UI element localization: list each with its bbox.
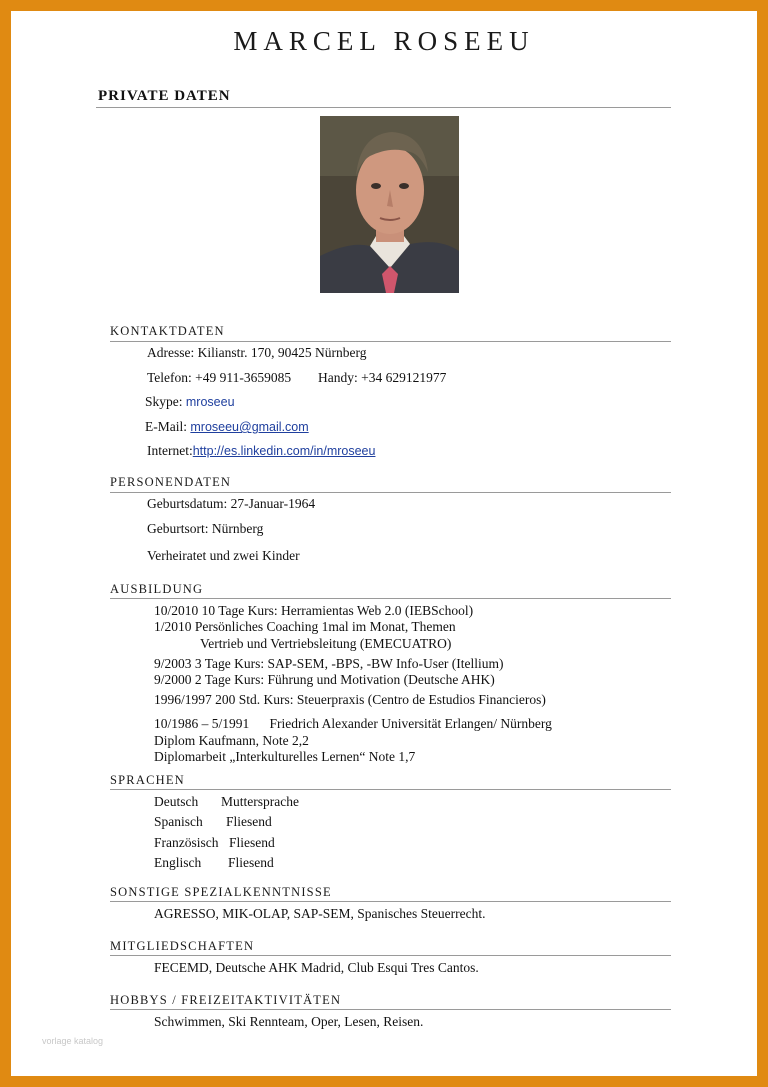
family-line: Verheiratet und zwei Kinder — [147, 548, 300, 563]
section-title-spezial: SONSTIGE SPEZIALKENNTNISSE — [110, 885, 332, 899]
profile-photo — [320, 116, 459, 293]
section-title-ausbildung: AUSBILDUNG — [110, 582, 204, 596]
language-name: Spanisch — [154, 814, 203, 829]
education-line: Diplomarbeit „Interkulturelles Lernen“ Note 1,7 — [154, 749, 416, 764]
section-title-personen: PERSONENDATEN — [110, 475, 232, 489]
section-title-hobbys: HOBBYS / FREIZEITAKTIVITÄTEN — [110, 993, 342, 1007]
education-line: 1/2010 Persönliches Coaching 1mal im Monat, Themen — [154, 619, 456, 634]
section-divider — [110, 901, 671, 902]
education-line: 1996/1997 200 Std. Kurs: Steuerpraxis (Centro de Estudios Financieros) — [154, 692, 546, 707]
language-name: Deutsch — [154, 794, 199, 809]
main-heading-divider — [96, 107, 671, 108]
education-line: Diplom Kaufmann, Note 2,2 — [154, 733, 309, 748]
skype-line — [145, 394, 235, 410]
language-name: Französisch — [154, 835, 219, 850]
section-divider — [110, 341, 671, 342]
memberships-line: FECEMD, Deutsche AHK Madrid, Club Esqui Tres Cantos. — [154, 960, 479, 975]
education-line: 9/2003 3 Tage Kurs: SAP-SEM, -BPS, -BW Info-User (Itellium) — [154, 656, 504, 671]
education-line: Vertrieb und Vertriebsleitung (EMECUATRO) — [200, 636, 452, 651]
main-heading: PRIVATE DATEN — [98, 88, 231, 104]
section-title-kontakt: KONTAKTDATEN — [110, 324, 225, 338]
language-level: Fliesend — [229, 835, 275, 850]
language-level: Muttersprache — [221, 794, 299, 809]
linkedin-link[interactable]: http://es.linkedin.com/in/mroseeu — [192, 444, 376, 458]
section-title-mitglied: MITGLIEDSCHAFTEN — [110, 939, 255, 953]
internet-line — [147, 443, 375, 459]
section-divider — [110, 789, 671, 790]
email-line — [145, 419, 309, 435]
watermark: vorlage katalog — [42, 1036, 104, 1046]
address-line: Adresse: Kilianstr. 170, 90425 Nürnberg — [147, 345, 367, 360]
mobile-line: Handy: +34 629121977 — [318, 370, 447, 385]
education-line: 10/1986 – 5/1991 Friedrich Alexander Universität Erlangen/ Nürnberg — [154, 716, 552, 731]
section-divider — [110, 492, 671, 493]
section-divider — [110, 1009, 671, 1010]
language-level: Fliesend — [226, 814, 272, 829]
education-line: 9/2000 2 Tage Kurs: Führung und Motivation (Deutsche AHK) — [154, 672, 495, 687]
skills-line: AGRESSO, MIK-OLAP, SAP-SEM, Spanisches Steuerrecht. — [154, 906, 486, 921]
language-level: Fliesend — [228, 855, 274, 870]
section-divider — [110, 955, 671, 956]
birthdate-line: Geburtsdatum: 27-Januar-1964 — [147, 496, 316, 511]
cv-name: MARCEL ROSEEU — [233, 26, 535, 56]
language-name: Englisch — [154, 855, 202, 870]
section-title-sprachen: SPRACHEN — [110, 773, 185, 787]
phone-line: Telefon: +49 911-3659085 — [147, 370, 292, 385]
birthplace-line: Geburtsort: Nürnberg — [147, 521, 264, 536]
email-link[interactable]: mroseeu@gmail.com — [190, 420, 309, 434]
internet-label: Internet: — [147, 443, 193, 458]
hobbies-line: Schwimmen, Ski Rennteam, Oper, Lesen, Reisen. — [154, 1014, 424, 1029]
email-label: E-Mail: — [145, 419, 187, 434]
education-line: 10/2010 10 Tage Kurs: Herramientas Web 2.0 (IEBSchool) — [154, 603, 474, 618]
section-divider — [110, 598, 671, 599]
skype-label: Skype: — [145, 394, 183, 409]
skype-value: mroseeu — [185, 395, 235, 409]
